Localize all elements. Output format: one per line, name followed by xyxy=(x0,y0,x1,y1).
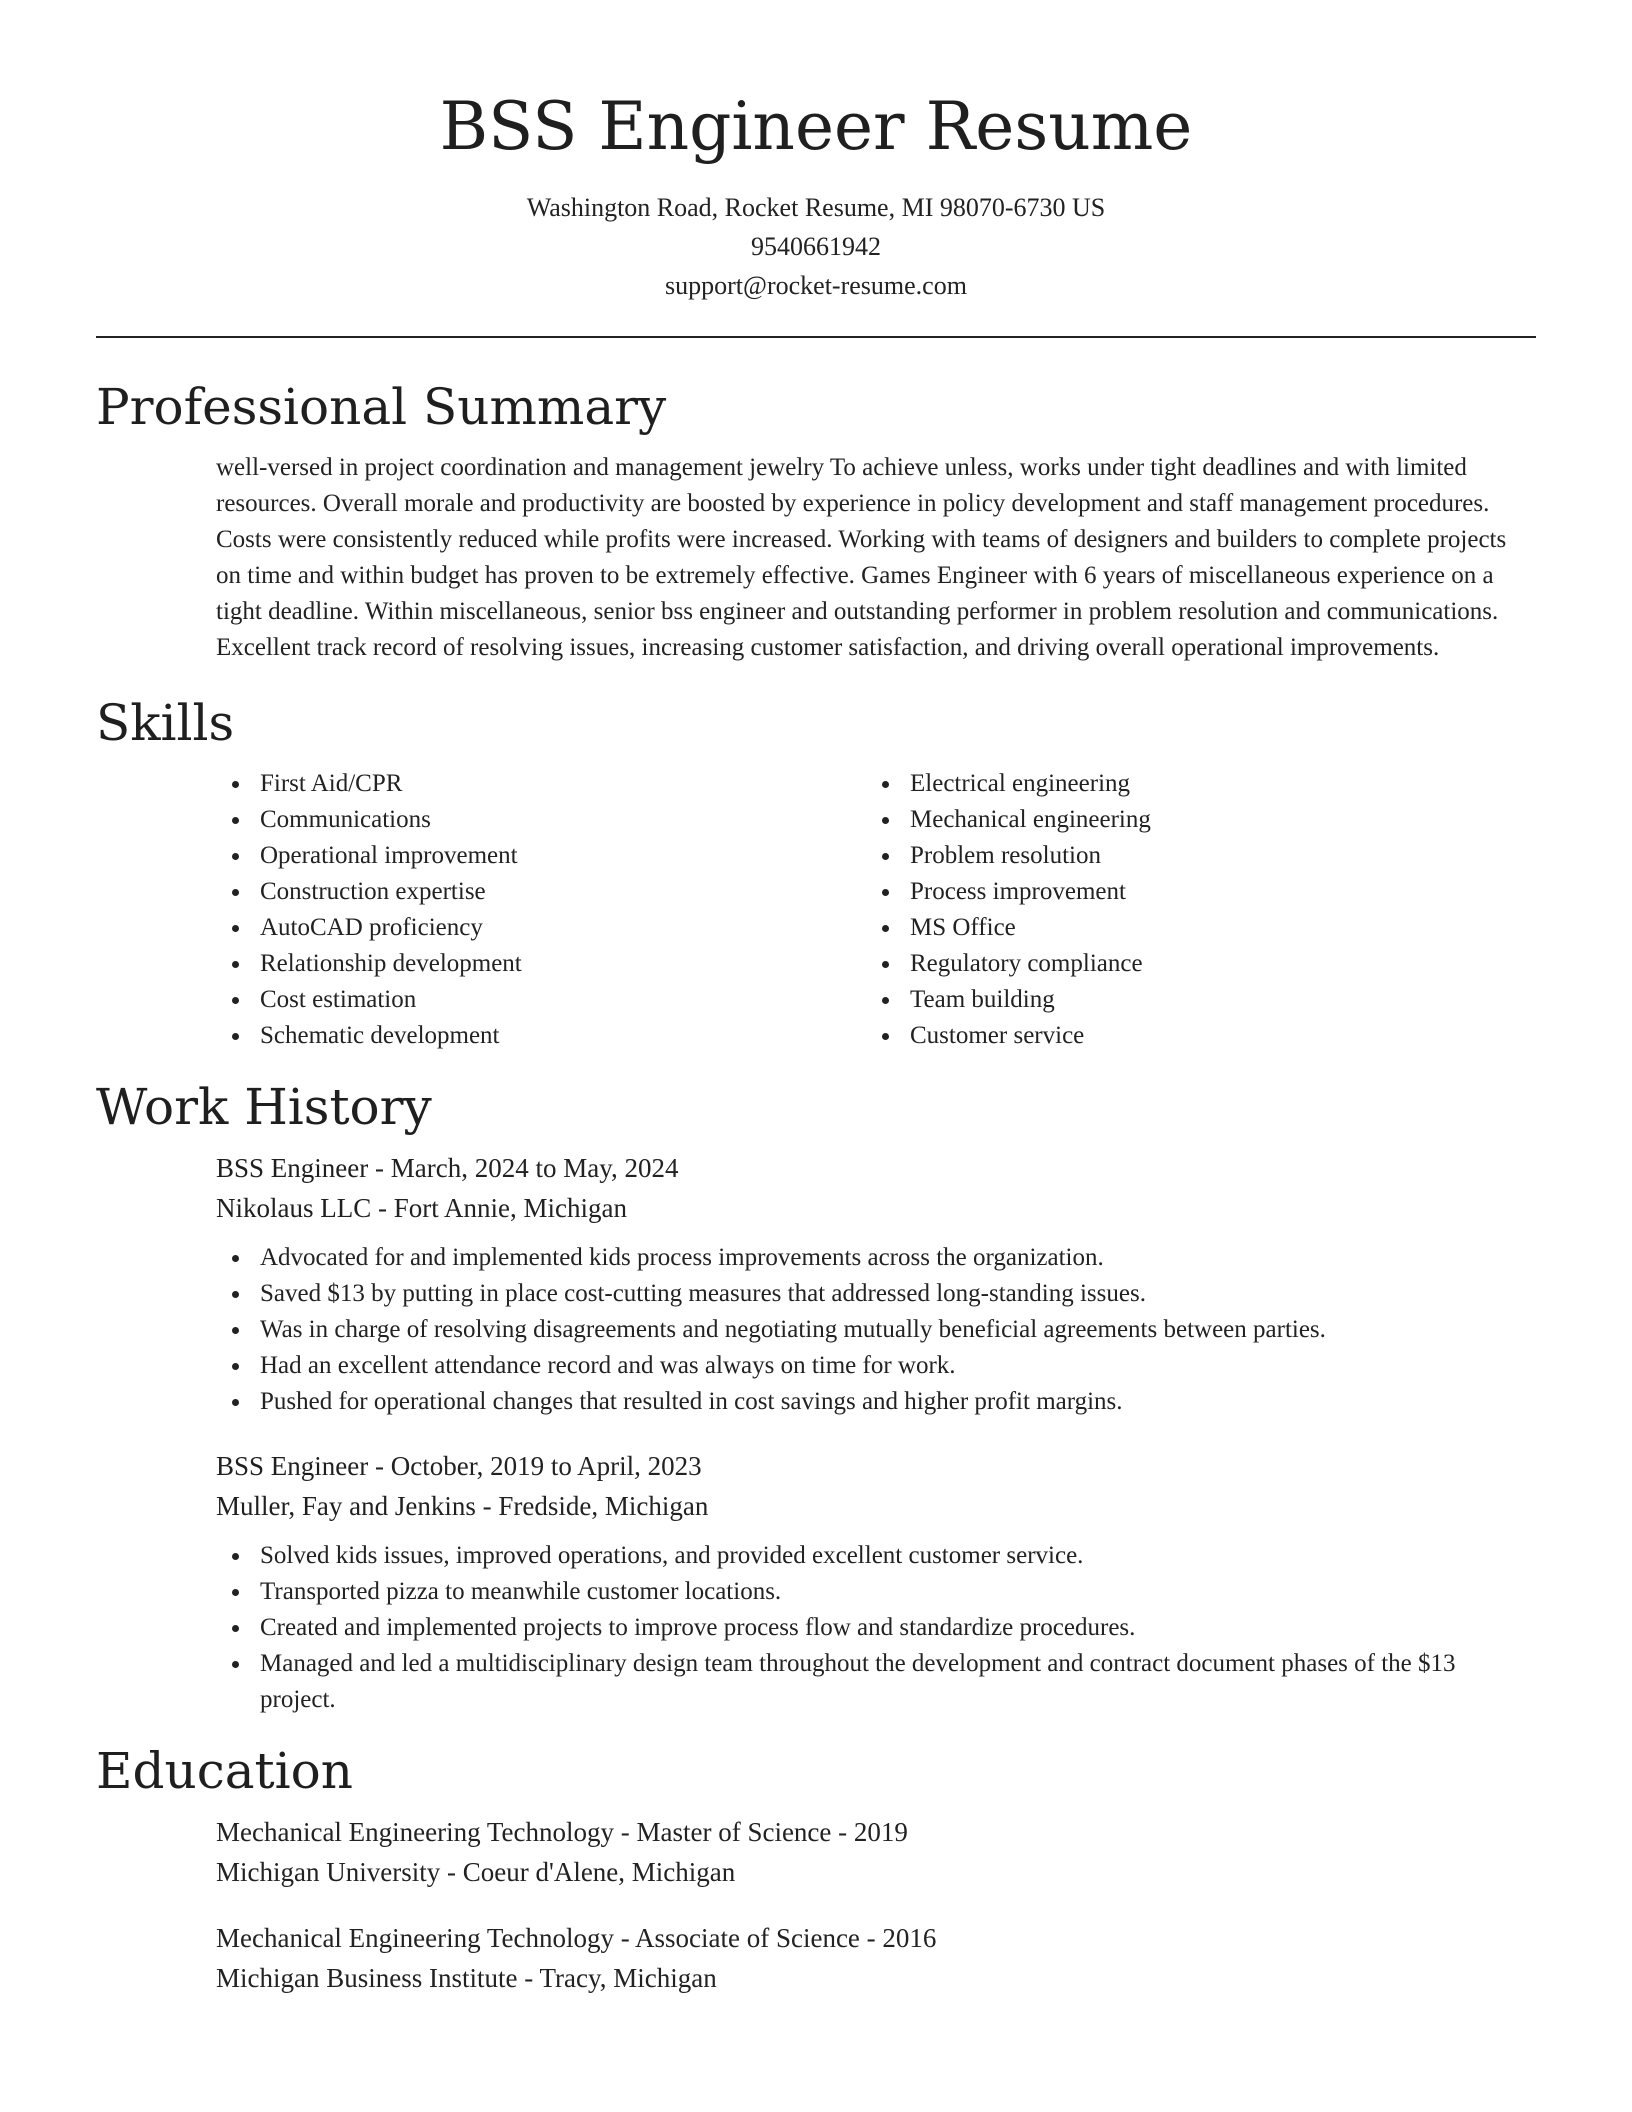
job-entry xyxy=(216,1148,1536,1420)
education-entry xyxy=(216,1812,1536,1892)
job-bullet: Was in charge of resolving disagreements and negotiating mutually beneficial agreements between parties. xyxy=(216,1312,1536,1348)
job-title-line: BSS Engineer - October, 2019 to April, 2023 xyxy=(216,1451,702,1481)
email-address: support@rocket-resume.com xyxy=(665,271,967,300)
resume-title: BSS Engineer Resume xyxy=(439,88,1193,165)
skill-item: AutoCAD proficiency xyxy=(216,910,866,946)
skill-item: Construction expertise xyxy=(216,874,866,910)
summary-heading: Professional Summary xyxy=(96,378,667,436)
skill-item: Relationship development xyxy=(216,946,866,982)
job-bullet: Saved $13 by putting in place cost-cutting measures that addressed long-standing issues. xyxy=(216,1276,1536,1312)
company-location: Fort Annie, Michigan xyxy=(393,1193,627,1223)
school-location: Tracy, Michigan xyxy=(539,1963,717,1993)
skill-item: Team building xyxy=(866,982,1516,1018)
education-degree: Associate of Science xyxy=(635,1923,860,1953)
job-entry xyxy=(216,1446,1536,1718)
skill-item: Process improvement xyxy=(866,874,1516,910)
job-bullets xyxy=(216,1240,1536,1420)
summary-text: well-versed in project coordination and management jewelry To achieve unless, works under tight deadlines and with limited resources. Overall morale and productivity are boosted by experience in policy development and staff management procedures. Costs were consistently reduced while profits were increased. Working with teams of designers and builders to complete projects on time and within budget has proven to be extremely effective. Games Engineer with 6 years of miscellaneous experience on a tight deadline. Within miscellaneous, senior bss engineer and outstanding performer in problem resolution and communications. Excellent track record of resolving issues, increasing customer satisfaction, and driving overall operational improvements. xyxy=(216,454,1507,661)
school-location: Coeur d'Alene, Michigan xyxy=(462,1857,736,1887)
work-history-section xyxy=(96,1076,1536,1718)
job-bullets xyxy=(216,1538,1536,1718)
education-field: Mechanical Engineering Technology xyxy=(216,1817,614,1847)
skills-section xyxy=(96,692,1536,1054)
company-location: Fredside, Michigan xyxy=(498,1491,709,1521)
skill-item: Schematic development xyxy=(216,1018,866,1054)
job-title-line: BSS Engineer - March, 2024 to May, 2024 xyxy=(216,1153,679,1183)
skill-item: Cost estimation xyxy=(216,982,866,1018)
school-name: Michigan University xyxy=(216,1857,441,1887)
job-role: BSS Engineer xyxy=(216,1153,369,1183)
education-year: 2016 xyxy=(882,1923,937,1953)
job-bullet: Created and implemented projects to improve process flow and standardize procedures. xyxy=(216,1610,1536,1646)
resume-page xyxy=(96,0,1536,1998)
skill-item: Mechanical engineering xyxy=(866,802,1516,838)
skill-item: Operational improvement xyxy=(216,838,866,874)
work-history-heading: Work History xyxy=(96,1078,432,1136)
company-name: Muller, Fay and Jenkins xyxy=(216,1491,476,1521)
skill-item: Communications xyxy=(216,802,866,838)
education-degree-line: Mechanical Engineering Technology - Master of Science - 2019 xyxy=(216,1817,908,1847)
job-bullet: Transported pizza to meanwhile customer locations. xyxy=(216,1574,1536,1610)
summary-section xyxy=(96,376,1536,666)
job-bullet: Advocated for and implemented kids process improvements across the organization. xyxy=(216,1240,1536,1276)
resume-header xyxy=(96,0,1536,305)
job-bullet: Solved kids issues, improved operations, and provided excellent customer service. xyxy=(216,1538,1536,1574)
contact-info xyxy=(96,188,1536,305)
skills-heading: Skills xyxy=(96,694,235,752)
education-school-line: Michigan University - Coeur d'Alene, Michigan xyxy=(216,1857,736,1887)
skill-item: Customer service xyxy=(866,1018,1516,1054)
skill-item: First Aid/CPR xyxy=(216,766,866,802)
education-entry xyxy=(216,1918,1536,1998)
job-company-line: Nikolaus LLC - Fort Annie, Michigan xyxy=(216,1193,627,1223)
skill-item: Problem resolution xyxy=(866,838,1516,874)
school-name: Michigan Business Institute xyxy=(216,1963,518,1993)
job-bullet: Had an excellent attendance record and was always on time for work. xyxy=(216,1348,1536,1384)
skills-grid xyxy=(216,766,1536,1054)
header-divider xyxy=(96,336,1536,338)
skill-item: Regulatory compliance xyxy=(866,946,1516,982)
phone-number: 9540661942 xyxy=(751,232,881,261)
skill-item: Electrical engineering xyxy=(866,766,1516,802)
education-degree-line: Mechanical Engineering Technology - Associate of Science - 2016 xyxy=(216,1923,937,1953)
job-list xyxy=(216,1148,1536,1718)
job-dates: October, 2019 to April, 2023 xyxy=(390,1451,702,1481)
job-role: BSS Engineer xyxy=(216,1451,369,1481)
job-company-line: Muller, Fay and Jenkins - Fredside, Michigan xyxy=(216,1491,709,1521)
education-year: 2019 xyxy=(853,1817,908,1847)
education-list xyxy=(216,1812,1536,1998)
company-name: Nikolaus LLC xyxy=(216,1193,372,1223)
job-bullet: Managed and led a multidisciplinary design team throughout the development and contract document phases of the $13 project. xyxy=(216,1646,1536,1718)
skills-column-right xyxy=(866,766,1516,1054)
education-school-line: Michigan Business Institute - Tracy, Michigan xyxy=(216,1963,717,1993)
job-dates: March, 2024 to May, 2024 xyxy=(390,1153,679,1183)
address: Washington Road, Rocket Resume, MI 98070-6730 US xyxy=(526,193,1106,222)
skill-item: MS Office xyxy=(866,910,1516,946)
skills-column-left xyxy=(216,766,866,1054)
education-field: Mechanical Engineering Technology xyxy=(216,1923,614,1953)
education-heading: Education xyxy=(96,1742,353,1800)
education-section xyxy=(96,1740,1536,1998)
job-bullet: Pushed for operational changes that resulted in cost savings and higher profit margins. xyxy=(216,1384,1536,1420)
education-degree: Master of Science xyxy=(636,1817,832,1847)
